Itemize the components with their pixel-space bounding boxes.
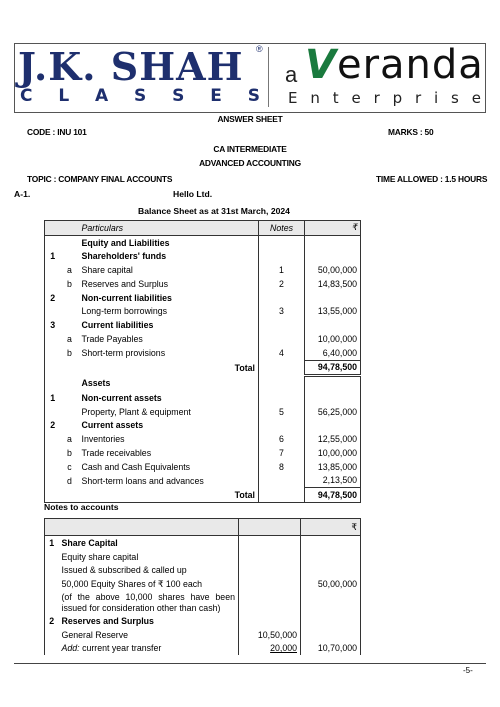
veranda-rest: eranda (336, 42, 484, 88)
balance-sheet-row (45, 250, 361, 264)
notes-header-row (45, 519, 361, 536)
total-row (45, 360, 361, 376)
row-particulars: Cash and Cash Equivalents (79, 460, 259, 474)
note-sub-amount-value: 10,50,000 (257, 629, 297, 640)
row-particulars: Share capital (79, 263, 259, 277)
row-amount: 13,55,000 (305, 305, 361, 319)
note-particulars (59, 614, 239, 628)
row-note-ref: 5 (259, 405, 305, 419)
row-particulars: Shareholders' funds (79, 250, 259, 264)
paper-code: CODE : INU 101 (27, 127, 87, 137)
enterprise-letter: r (414, 89, 422, 107)
balance-sheet-row (45, 291, 361, 305)
note-sub-amount (239, 550, 301, 564)
note-number (45, 564, 59, 578)
note-amount (301, 550, 361, 564)
balance-sheet-title: Balance Sheet as at 31st March, 2024 (138, 206, 290, 216)
row-particulars: Current liabilities (79, 318, 259, 332)
row-note-ref (259, 318, 305, 332)
note-amount (301, 628, 361, 642)
row-note-ref (259, 250, 305, 264)
row-amount (305, 318, 361, 332)
note-number (45, 550, 59, 564)
notes-row (45, 564, 361, 578)
notes-row (45, 536, 361, 550)
row-note-ref: 7 (259, 446, 305, 460)
row-number: 3 (45, 318, 61, 332)
row-number (45, 474, 61, 488)
row-sub-letter: b (67, 447, 72, 458)
row-particulars: Property, Plant & equipment (79, 405, 259, 419)
balance-sheet-row (45, 346, 361, 360)
balance-sheet-row (45, 332, 361, 346)
enterprise-letter: e (351, 89, 361, 107)
row-sub-letter: a (67, 265, 72, 276)
balance-sheet-row (45, 460, 361, 474)
row-sub-letter: c (67, 461, 72, 472)
note-amount (301, 536, 361, 550)
row-particulars: Trade receivables (79, 446, 259, 460)
row-amount: 14,83,500 (305, 277, 361, 291)
row-note-ref: 6 (259, 432, 305, 446)
row-note-ref (259, 419, 305, 433)
row-number: 2 (45, 291, 61, 305)
balance-sheet-table (44, 220, 361, 503)
note-particulars (59, 550, 239, 564)
note-sub-amount (239, 536, 301, 550)
note-number (45, 642, 59, 656)
row-note-ref (259, 291, 305, 305)
answer-sheet-title: ANSWER SHEET (217, 114, 283, 124)
note-sub-amount (239, 591, 301, 614)
enterprise-letter: i (434, 89, 439, 107)
notes-row (45, 642, 361, 656)
row-note-ref: 1 (259, 263, 305, 277)
row-sub-letter (61, 391, 79, 405)
balance-sheet-row (45, 474, 361, 488)
enterprise-letter: p (392, 89, 403, 107)
row-amount (305, 391, 361, 405)
note-sub-amount (239, 577, 301, 591)
footer-rule (14, 663, 486, 664)
col-notes: Notes (259, 221, 305, 236)
row-sub-letter (61, 376, 79, 391)
row-note-ref: 3 (259, 305, 305, 319)
row-number (45, 376, 61, 391)
note-particulars (59, 628, 239, 642)
row-amount: 10,00,000 (305, 446, 361, 460)
row-sub-letter (61, 235, 79, 249)
row-note-ref (259, 474, 305, 488)
row-amount (305, 250, 361, 264)
row-sub-letter: a (67, 434, 72, 445)
row-particulars: Short-term provisions (79, 346, 259, 360)
row-particulars: Non-current assets (79, 391, 259, 405)
row-particulars: Short-term loans and advances (79, 474, 259, 488)
row-particulars: Current assets (79, 419, 259, 433)
note-number (45, 577, 59, 591)
row-note-ref (259, 391, 305, 405)
row-sub-letter: b (67, 347, 72, 358)
balance-sheet-row (45, 318, 361, 332)
row-number (45, 235, 61, 249)
classes-letter: S (134, 86, 147, 106)
row-amount: 12,55,000 (305, 432, 361, 446)
note-label: (of the above 10,000 shares have been issued for consideration other than cash) (61, 592, 235, 613)
balance-sheet-header-row (45, 221, 361, 236)
balance-sheet-row (45, 405, 361, 419)
row-amount (305, 419, 361, 433)
veranda-prefix: a (285, 62, 298, 87)
note-particulars (59, 564, 239, 578)
note-sub-amount (239, 628, 301, 642)
classes-letter: C (20, 86, 33, 106)
note-italic-prefix: Add: (61, 643, 80, 654)
topic: TOPIC : COMPANY FINAL ACCOUNTS (27, 174, 173, 184)
note-particulars (59, 577, 239, 591)
registered-mark: ® (256, 44, 263, 54)
balance-sheet-row (45, 263, 361, 277)
total-amount: 94,78,500 (305, 360, 361, 376)
row-number: 2 (45, 419, 61, 433)
row-particulars: Inventories (79, 432, 259, 446)
row-note-ref: 2 (259, 277, 305, 291)
row-sub-letter (61, 419, 79, 433)
balance-sheet-row (45, 391, 361, 405)
row-number (45, 346, 61, 360)
row-particulars: Equity and Liabilities (79, 235, 259, 249)
note-sub-amount (239, 614, 301, 628)
enterprise-letter: r (373, 89, 380, 107)
row-sub-letter (61, 405, 79, 419)
row-note-ref (259, 332, 305, 346)
page-number: -5- (463, 666, 473, 675)
row-amount (305, 291, 361, 305)
row-particulars: Long-term borrowings (79, 305, 259, 319)
balance-sheet-row (45, 446, 361, 460)
logo-divider (268, 47, 269, 107)
row-amount: 50,00,000 (305, 263, 361, 277)
row-number (45, 460, 61, 474)
company-name: Hello Ltd. (173, 189, 213, 199)
row-note-ref (259, 376, 305, 391)
col-amount: ₹ (305, 221, 361, 236)
row-note-ref: 4 (259, 346, 305, 360)
row-number (45, 446, 61, 460)
note-sub-amount-value: 20,000 (270, 643, 297, 654)
classes-letter: L (58, 86, 70, 106)
note-number: 1 (45, 536, 59, 550)
note-sub-amount (239, 564, 301, 578)
row-number: 1 (45, 250, 61, 264)
note-particulars (59, 642, 239, 656)
note-number (45, 628, 59, 642)
row-particulars: Reserves and Surplus (79, 277, 259, 291)
note-sub-amount (239, 642, 301, 656)
row-sub-letter (61, 305, 79, 319)
row-number (45, 277, 61, 291)
note-number: 2 (45, 614, 59, 628)
row-amount: 13,85,000 (305, 460, 361, 474)
row-number (45, 432, 61, 446)
note-label: 50,000 Equity Shares of ₹ 100 each (61, 578, 203, 589)
total-label: Total (79, 488, 259, 503)
classes-letter: E (210, 86, 222, 106)
balance-sheet-row (45, 432, 361, 446)
note-amount (301, 614, 361, 628)
row-particulars: Trade Payables (79, 332, 259, 346)
marks: MARKS : 50 (388, 127, 434, 137)
notes-row (45, 550, 361, 564)
note-amount (301, 591, 361, 614)
note-particulars (59, 536, 239, 550)
note-label: Equity share capital (61, 551, 139, 562)
note-label: Reserves and Surplus (61, 615, 154, 626)
notes-row (45, 577, 361, 591)
notes-table (44, 518, 361, 655)
row-number (45, 332, 61, 346)
row-sub-letter: b (67, 278, 72, 289)
balance-sheet-row (45, 277, 361, 291)
enterprise-letter: E (288, 89, 298, 107)
enterprise-letter: n (310, 89, 320, 107)
note-label: Share Capital (61, 537, 118, 548)
row-amount (305, 376, 361, 391)
jk-shah-logo: J.K. SHAH (18, 44, 244, 89)
row-sub-letter (61, 318, 79, 332)
row-sub-letter (61, 291, 79, 305)
row-sub-letter: d (67, 475, 72, 486)
subject: ADVANCED ACCOUNTING (199, 158, 301, 168)
row-particulars: Assets (79, 376, 259, 391)
row-number (45, 405, 61, 419)
classes-wordmark (20, 86, 260, 106)
note-label: General Reserve (61, 629, 128, 640)
row-amount (305, 235, 361, 249)
row-sub-letter: a (67, 333, 72, 344)
row-sub-letter (61, 250, 79, 264)
notes-row (45, 628, 361, 642)
note-label: Issued & subscribed & called up (61, 565, 187, 576)
balance-sheet-row (45, 235, 361, 249)
row-note-ref: 8 (259, 460, 305, 474)
total-label: Total (79, 360, 259, 376)
total-row (45, 488, 361, 503)
enterprise-letter: e (471, 89, 481, 107)
row-particulars: Non-current liabilities (79, 291, 259, 305)
note-amount (301, 564, 361, 578)
veranda-v-mark: V (305, 42, 337, 88)
balance-sheet-row (45, 419, 361, 433)
note-amount: 10,70,000 (301, 642, 361, 656)
classes-letter: S (172, 86, 185, 106)
note-number (45, 591, 59, 614)
row-amount: 2,13,500 (305, 474, 361, 488)
classes-letter: A (95, 86, 109, 106)
total-amount: 94,78,500 (305, 488, 361, 503)
row-number (45, 305, 61, 319)
classes-letter: S (247, 86, 260, 106)
note-amount: 50,00,000 (301, 577, 361, 591)
note-label: current year transfer (82, 643, 162, 654)
notes-heading: Notes to accounts (44, 502, 119, 512)
row-amount: 6,40,000 (305, 346, 361, 360)
row-amount: 56,25,000 (305, 405, 361, 419)
enterprise-letter: s (451, 89, 459, 107)
notes-row (45, 591, 361, 614)
balance-sheet-row (45, 305, 361, 319)
exam-level: CA INTERMEDIATE (213, 144, 287, 154)
veranda-logo (305, 42, 484, 88)
row-number (45, 263, 61, 277)
col-particulars: Particulars (79, 221, 259, 236)
enterprise-wordmark (288, 89, 481, 107)
time-allowed: TIME ALLOWED : 1.5 HOURS (376, 174, 488, 184)
row-number: 1 (45, 391, 61, 405)
enterprise-letter: t (332, 89, 339, 107)
balance-sheet-row (45, 376, 361, 391)
notes-col-amount: ₹ (301, 519, 361, 536)
question-number: A-1. (14, 189, 31, 199)
row-note-ref (259, 235, 305, 249)
note-particulars (59, 591, 239, 614)
row-amount: 10,00,000 (305, 332, 361, 346)
notes-row (45, 614, 361, 628)
